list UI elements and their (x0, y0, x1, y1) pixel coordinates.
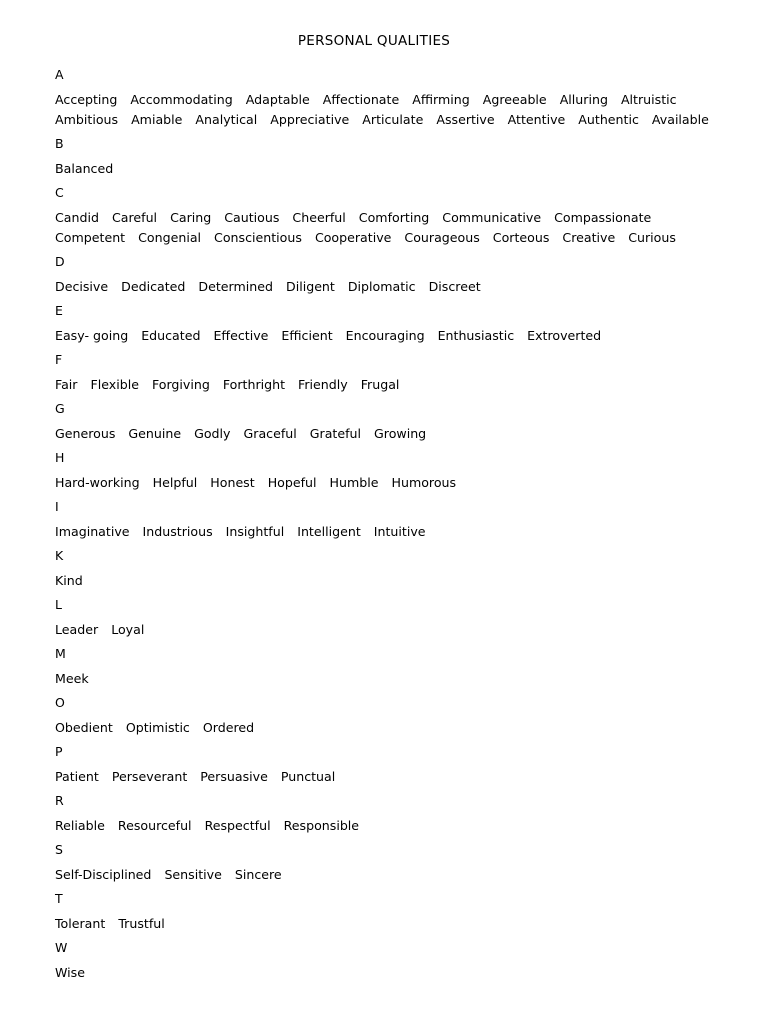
qualities-list (55, 66, 735, 988)
quality-word: Affirming (412, 92, 470, 107)
quality-words (55, 277, 735, 302)
quality-word: Loyal (111, 622, 145, 637)
letter-section (55, 694, 735, 743)
quality-word: Determined (198, 279, 273, 294)
quality-words (55, 473, 735, 498)
quality-word: Assertive (436, 112, 495, 127)
quality-words (55, 522, 735, 547)
quality-words (55, 571, 735, 596)
quality-word: Generous (55, 426, 116, 441)
quality-word: Creative (562, 230, 616, 245)
section-letter: B (55, 136, 64, 151)
quality-word: Growing (374, 426, 427, 441)
quality-word: Ordered (202, 720, 255, 735)
letter-section (55, 302, 735, 351)
quality-word: Conscientious (214, 230, 302, 245)
quality-word: Friendly (298, 377, 348, 392)
quality-word: Perseverant (111, 769, 188, 784)
letter-section (55, 498, 735, 547)
quality-word: Respectful (204, 818, 271, 833)
quality-word: Altruistic (620, 92, 677, 107)
letter-section (55, 135, 735, 184)
quality-word: Kind (55, 573, 83, 588)
quality-word: Persuasive (200, 769, 268, 784)
quality-word: Accommodating (130, 92, 233, 107)
section-letter: G (55, 401, 65, 416)
letter-section (55, 351, 735, 400)
section-letter: L (55, 597, 62, 612)
quality-word: Educated (141, 328, 201, 343)
quality-word: Amiable (131, 112, 183, 127)
quality-word: Analytical (195, 112, 258, 127)
section-letter: C (55, 185, 64, 200)
quality-word: Forthright (222, 377, 286, 392)
quality-words (55, 963, 735, 988)
letter-section (55, 792, 735, 841)
section-letter: I (55, 499, 59, 514)
quality-word: Sensitive (164, 867, 222, 882)
quality-word: Optimistic (125, 720, 190, 735)
quality-word: Curious (628, 230, 676, 245)
quality-words (55, 816, 735, 841)
quality-word: Hopeful (267, 475, 317, 490)
quality-word: Decisive (55, 279, 109, 294)
quality-word: Attentive (507, 112, 566, 127)
quality-word: Fair (55, 377, 78, 392)
quality-word: Humble (329, 475, 379, 490)
quality-word: Punctual (280, 769, 336, 784)
document-title: PERSONAL QUALITIES (297, 33, 451, 49)
quality-words (55, 424, 735, 449)
quality-words (55, 914, 735, 939)
quality-word: Dedicated (121, 279, 186, 294)
quality-word: Authentic (578, 112, 639, 127)
quality-word: Responsible (283, 818, 360, 833)
letter-section (55, 596, 735, 645)
quality-word: Graceful (243, 426, 297, 441)
quality-word: Sincere (234, 867, 282, 882)
quality-word: Balanced (55, 161, 114, 176)
quality-word: Diligent (286, 279, 335, 294)
quality-word: Tolerant (55, 916, 106, 931)
quality-word: Leader (55, 622, 99, 637)
section-letter: A (55, 67, 64, 82)
quality-word: Insightful (225, 524, 285, 539)
quality-word: Godly (194, 426, 231, 441)
quality-words (55, 620, 735, 645)
quality-word: Frugal (360, 377, 400, 392)
quality-word: Honest (210, 475, 255, 490)
quality-word: Compassionate (554, 210, 652, 225)
quality-word: Cooperative (314, 230, 392, 245)
quality-word: Agreeable (482, 92, 547, 107)
quality-word: Flexible (90, 377, 139, 392)
quality-word: Ambitious (55, 112, 119, 127)
quality-word: Articulate (362, 112, 424, 127)
quality-word: Grateful (309, 426, 362, 441)
quality-word: Helpful (152, 475, 198, 490)
section-letter: W (55, 940, 68, 955)
quality-word: Hard-working (55, 475, 140, 490)
quality-words (55, 159, 735, 184)
quality-word: Available (651, 112, 709, 127)
quality-word: Forgiving (151, 377, 210, 392)
quality-word: Intuitive (373, 524, 426, 539)
quality-word: Intelligent (297, 524, 361, 539)
quality-word: Obedient (55, 720, 113, 735)
quality-word: Affectionate (322, 92, 400, 107)
letter-section (55, 66, 735, 135)
quality-word: Comforting (358, 210, 430, 225)
quality-word: Appreciative (270, 112, 350, 127)
letter-section (55, 743, 735, 792)
quality-word: Patient (55, 769, 99, 784)
letter-section (55, 253, 735, 302)
quality-word: Adaptable (245, 92, 310, 107)
section-letter: R (55, 793, 64, 808)
letter-section (55, 939, 735, 988)
section-letter: M (55, 646, 66, 661)
quality-word: Candid (55, 210, 99, 225)
quality-word: Easy- going (55, 328, 129, 343)
letter-section (55, 400, 735, 449)
section-letter: F (55, 352, 63, 367)
letter-section (55, 890, 735, 939)
quality-word: Communicative (442, 210, 542, 225)
section-letter: H (55, 450, 65, 465)
letter-section (55, 449, 735, 498)
quality-words (55, 669, 735, 694)
quality-word: Cheerful (292, 210, 346, 225)
quality-word: Resourceful (117, 818, 192, 833)
quality-word: Competent (55, 230, 126, 245)
section-letter: O (55, 695, 65, 710)
section-letter: E (55, 303, 63, 318)
section-letter: S (55, 842, 63, 857)
quality-word: Congenial (138, 230, 202, 245)
quality-words (55, 208, 735, 253)
quality-word: Enthusiastic (437, 328, 515, 343)
quality-word: Extroverted (527, 328, 602, 343)
quality-word: Cautious (224, 210, 280, 225)
quality-word: Accepting (55, 92, 118, 107)
section-letter: P (55, 744, 63, 759)
quality-word: Meek (55, 671, 89, 686)
quality-word: Reliable (55, 818, 105, 833)
quality-words (55, 90, 735, 135)
quality-word: Encouraging (345, 328, 425, 343)
quality-word: Corteous (492, 230, 550, 245)
quality-word: Imaginative (55, 524, 130, 539)
letter-section (55, 184, 735, 253)
section-letter: K (55, 548, 64, 563)
quality-word: Genuine (128, 426, 182, 441)
quality-words (55, 375, 735, 400)
quality-words (55, 718, 735, 743)
quality-words (55, 767, 735, 792)
section-letter: D (55, 254, 65, 269)
letter-section (55, 841, 735, 890)
quality-word: Self-Disciplined (55, 867, 152, 882)
quality-word: Efficient (281, 328, 333, 343)
letter-section (55, 645, 735, 694)
quality-words (55, 326, 735, 351)
quality-word: Industrious (142, 524, 213, 539)
letter-section (55, 547, 735, 596)
quality-word: Careful (111, 210, 158, 225)
quality-word: Caring (170, 210, 212, 225)
quality-word: Courageous (404, 230, 480, 245)
quality-words (55, 865, 735, 890)
quality-word: Wise (55, 965, 85, 980)
quality-word: Effective (213, 328, 269, 343)
quality-word: Humorous (391, 475, 457, 490)
quality-word: Diplomatic (347, 279, 416, 294)
quality-word: Alluring (559, 92, 608, 107)
quality-word: Discreet (428, 279, 481, 294)
quality-word: Trustful (118, 916, 165, 931)
section-letter: T (55, 891, 63, 906)
